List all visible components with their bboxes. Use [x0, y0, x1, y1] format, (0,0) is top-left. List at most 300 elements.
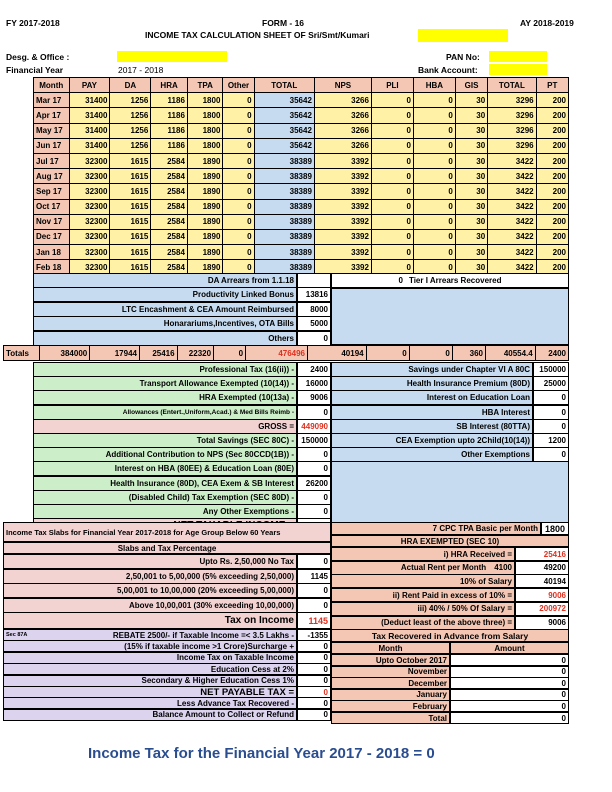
deduction-value[interactable]: 0: [297, 504, 331, 519]
table-cell[interactable]: 32300: [69, 214, 110, 229]
rebate-text: Balance Amount to Collect or Refund: [152, 710, 294, 720]
table-cell: Mar 17: [34, 93, 70, 108]
tier-value[interactable]: 0: [398, 276, 403, 285]
table-cell[interactable]: 0: [413, 169, 455, 184]
rebate-label: [3, 697, 297, 709]
totals-cell: 0: [214, 346, 246, 361]
table-cell[interactable]: 1800: [187, 108, 223, 123]
totals-cell: 0: [366, 346, 409, 361]
table-cell[interactable]: 30: [455, 108, 487, 123]
table-cell[interactable]: 3266: [314, 93, 371, 108]
table-cell[interactable]: 0: [371, 169, 413, 184]
table-cell[interactable]: 1186: [151, 123, 188, 138]
deduction-label: Professional Tax (16(ii)) -: [33, 362, 297, 377]
cpc-value[interactable]: 1800: [541, 522, 569, 535]
table-cell[interactable]: 0: [223, 184, 254, 199]
table-cell[interactable]: 1256: [110, 93, 151, 108]
table-cell[interactable]: 0: [371, 108, 413, 123]
table-cell[interactable]: 1890: [187, 153, 223, 168]
table-cell[interactable]: 1890: [187, 184, 223, 199]
table-cell[interactable]: 1890: [187, 260, 223, 275]
table-cell[interactable]: 1256: [110, 123, 151, 138]
table-cell[interactable]: 0: [413, 108, 455, 123]
table-cell[interactable]: 1800: [187, 123, 223, 138]
savings-value[interactable]: 150000: [533, 362, 569, 377]
table-cell[interactable]: 3266: [314, 108, 371, 123]
totals-cell: 0: [409, 346, 452, 361]
table-row: [34, 169, 569, 184]
table-cell[interactable]: 1890: [187, 214, 223, 229]
advance-month: February: [331, 700, 450, 712]
table-cell[interactable]: 0: [371, 260, 413, 275]
table-cell[interactable]: 2584: [151, 214, 188, 229]
table-cell[interactable]: 0: [371, 138, 413, 153]
totals-cell: Totals: [4, 346, 40, 361]
advance-amount[interactable]: 0: [450, 677, 569, 689]
advance-amount[interactable]: 0: [450, 689, 569, 701]
table-cell[interactable]: 3422: [488, 214, 536, 229]
table-cell[interactable]: 30: [455, 260, 487, 275]
hra-label: ii) Rent Paid in excess of 10% =: [331, 588, 515, 602]
slab-heading: Income Tax Slabs for Financial Year 2017-2018 for Age Group Below 60 Years: [3, 522, 331, 542]
table-cell[interactable]: 30: [455, 184, 487, 199]
table-cell[interactable]: 200: [536, 199, 568, 214]
table-cell[interactable]: 1615: [110, 214, 151, 229]
table-cell[interactable]: 0: [371, 123, 413, 138]
table-cell[interactable]: 1890: [187, 169, 223, 184]
table-row: [34, 108, 569, 123]
table-cell[interactable]: 1615: [110, 153, 151, 168]
advance-month: January: [331, 689, 450, 701]
deduction-value[interactable]: 0: [297, 490, 331, 505]
table-cell[interactable]: 2584: [151, 199, 188, 214]
table-cell[interactable]: 30: [455, 229, 487, 244]
hra-rent-label: Actual Rent per Month: [400, 563, 487, 573]
col-header: TOTAL: [254, 78, 314, 93]
table-cell[interactable]: 0: [413, 153, 455, 168]
table-cell: 38389: [254, 245, 314, 260]
table-cell[interactable]: 3296: [488, 108, 536, 123]
table-cell[interactable]: 3392: [314, 214, 371, 229]
table-cell[interactable]: 0: [413, 229, 455, 244]
table-cell[interactable]: 1186: [151, 93, 188, 108]
table-row: [34, 123, 569, 138]
table-cell[interactable]: 32300: [69, 184, 110, 199]
table-cell[interactable]: 200: [536, 245, 568, 260]
table-cell: Nov 17: [34, 214, 70, 229]
table-cell: 38389: [254, 184, 314, 199]
savings-value[interactable]: 0: [533, 390, 569, 405]
slab-value: 0: [297, 583, 331, 598]
table-header-row: [34, 78, 569, 93]
rebate-value: 0: [297, 709, 331, 721]
col-header: PAY: [69, 78, 110, 93]
rebate-value: 0: [297, 663, 331, 675]
totals-row: [3, 345, 569, 361]
table-cell[interactable]: 3422: [488, 153, 536, 168]
table-cell[interactable]: 0: [371, 214, 413, 229]
table-cell[interactable]: 3392: [314, 260, 371, 275]
table-row: [34, 138, 569, 153]
table-cell: May 17: [34, 123, 70, 138]
table-cell[interactable]: 32300: [69, 260, 110, 275]
savings-value[interactable]: 0: [533, 405, 569, 420]
table-cell[interactable]: 1615: [110, 199, 151, 214]
hra-value: 49200: [515, 561, 569, 575]
hra-label: iii) 40% / 50% Of Salary =: [331, 602, 515, 616]
tier-row: [331, 273, 569, 288]
rebate-value: -1355: [297, 629, 331, 641]
slab-subheading: Slabs and Tax Percentage: [3, 542, 331, 554]
deduction-label: (Disabled Child) Tax Exemption (SEC 80D) -: [33, 490, 297, 505]
tax-on-income-label: Tax on Income: [3, 612, 297, 629]
savings-label: CEA Exemption upto 2Child(10(14)): [331, 433, 533, 448]
table-cell: 38389: [254, 260, 314, 275]
bank-label: Bank Account:: [418, 65, 478, 75]
table-cell[interactable]: 30: [455, 169, 487, 184]
table-cell[interactable]: 0: [223, 169, 254, 184]
table-cell[interactable]: 3422: [488, 260, 536, 275]
desg-field[interactable]: [117, 51, 227, 62]
table-row: [34, 93, 569, 108]
deduction-label: Transport Allowance Exempted (10(14)) -: [33, 376, 297, 391]
table-cell[interactable]: 200: [536, 214, 568, 229]
table-cell[interactable]: 200: [536, 184, 568, 199]
table-cell: Dec 17: [34, 229, 70, 244]
table-cell[interactable]: 1615: [110, 184, 151, 199]
table-cell: 35642: [254, 138, 314, 153]
rebate-label: [3, 709, 297, 721]
table-cell[interactable]: 200: [536, 169, 568, 184]
table-cell[interactable]: 3392: [314, 245, 371, 260]
table-cell[interactable]: 30: [455, 214, 487, 229]
table-cell: Oct 17: [34, 199, 70, 214]
totals-cell: 384000: [40, 346, 90, 361]
table-cell[interactable]: 1615: [110, 229, 151, 244]
rebate-label: [3, 675, 297, 687]
table-cell[interactable]: 200: [536, 229, 568, 244]
table-cell[interactable]: 3392: [314, 169, 371, 184]
savings-label: SB Interest (80TTA): [331, 419, 533, 434]
table-cell[interactable]: 31400: [69, 93, 110, 108]
name-field[interactable]: [418, 29, 508, 42]
rebate-value: 0: [297, 652, 331, 664]
table-cell[interactable]: 0: [413, 184, 455, 199]
arrears-value[interactable]: 0: [297, 331, 331, 346]
deduction-value[interactable]: 2400: [297, 362, 331, 377]
table-cell: 38389: [254, 199, 314, 214]
arrears-label: DA Arrears from 1.1.18: [33, 273, 297, 288]
tax-on-income-value: 1145: [297, 612, 331, 629]
rebate-text: (15% if taxable income >1 Crore)Surcharge +: [124, 641, 294, 651]
table-cell[interactable]: 0: [223, 199, 254, 214]
savings-value[interactable]: 25000: [533, 376, 569, 391]
deduction-value[interactable]: 0: [297, 405, 331, 420]
table-cell[interactable]: 1256: [110, 108, 151, 123]
table-cell[interactable]: 3266: [314, 138, 371, 153]
table-cell[interactable]: 0: [223, 153, 254, 168]
table-cell[interactable]: 2584: [151, 229, 188, 244]
table-cell[interactable]: 200: [536, 153, 568, 168]
hra-label: 10% of Salary: [331, 574, 515, 588]
table-cell[interactable]: 32300: [69, 245, 110, 260]
table-cell: 35642: [254, 93, 314, 108]
advance-amount[interactable]: 0: [450, 666, 569, 678]
table-cell[interactable]: 3422: [488, 184, 536, 199]
table-cell[interactable]: 1615: [110, 169, 151, 184]
deduction-value[interactable]: 150000: [297, 433, 331, 448]
blank-block: [331, 288, 569, 345]
table-cell[interactable]: 0: [413, 93, 455, 108]
arrears-label: Productivity Linked Bonus: [33, 287, 297, 302]
table-cell: 38389: [254, 229, 314, 244]
savings-label: Savings under Chapter VI A 80C: [331, 362, 533, 377]
col-header: GIS: [455, 78, 487, 93]
slab-value: 1145: [297, 569, 331, 584]
advance-month: December: [331, 677, 450, 689]
table-cell[interactable]: 0: [223, 260, 254, 275]
slab-value: 0: [297, 598, 331, 613]
rebate-section: Sec 87A: [6, 632, 28, 638]
deduction-value[interactable]: 16000: [297, 376, 331, 391]
table-cell[interactable]: 0: [413, 138, 455, 153]
ay-label: AY 2018-2019: [520, 18, 574, 28]
hra-value: 9006: [515, 616, 569, 630]
rebate-text: Income Tax on Taxable Income: [176, 653, 294, 663]
hra-rent-row: [331, 561, 515, 575]
table-cell[interactable]: 3392: [314, 229, 371, 244]
totals-cell: 360: [452, 346, 485, 361]
advance-col-amount: Amount: [450, 642, 569, 654]
table-cell[interactable]: 1615: [110, 260, 151, 275]
rebate-label: [3, 686, 297, 698]
deduction-value[interactable]: 26200: [297, 476, 331, 491]
table-cell[interactable]: 3392: [314, 199, 371, 214]
col-header: PLI: [371, 78, 413, 93]
slab-label: Upto Rs. 2,50,000 No Tax: [3, 554, 297, 569]
table-cell[interactable]: 3392: [314, 184, 371, 199]
rebate-text: Secondary & Higher Education Cess 1%: [141, 676, 294, 686]
savings-value[interactable]: 1200: [533, 433, 569, 448]
table-cell[interactable]: 30: [455, 93, 487, 108]
table-cell[interactable]: 2584: [151, 260, 188, 275]
table-cell[interactable]: 32300: [69, 153, 110, 168]
table-cell[interactable]: 3392: [314, 153, 371, 168]
table-cell[interactable]: 200: [536, 138, 568, 153]
arrears-value[interactable]: [297, 273, 331, 288]
hra-heading: HRA EXEMPTED (SEC 10): [331, 535, 569, 547]
table-cell[interactable]: 1615: [110, 245, 151, 260]
advance-month: Total: [331, 712, 450, 724]
deduction-label: Any Other Exemptions -: [33, 504, 297, 519]
hra-label: i) HRA Received =: [331, 547, 515, 561]
table-cell[interactable]: 1256: [110, 138, 151, 153]
arrears-label: Honarariums,Incentives, OTA Bills: [33, 316, 297, 331]
deduction-value[interactable]: 9006: [297, 390, 331, 405]
table-cell[interactable]: 32300: [69, 229, 110, 244]
table-cell: 38389: [254, 169, 314, 184]
rebate-label: [3, 629, 297, 641]
col-header: TOTAL: [488, 78, 536, 93]
table-cell[interactable]: 32300: [69, 199, 110, 214]
table-cell[interactable]: 3422: [488, 199, 536, 214]
col-header: NPS: [314, 78, 371, 93]
table-cell[interactable]: 0: [371, 229, 413, 244]
arrears-value[interactable]: 8000: [297, 302, 331, 317]
table-cell[interactable]: 3422: [488, 169, 536, 184]
advance-heading: Tax Recovered in Advance from Salary: [331, 629, 569, 642]
table-cell: Apr 17: [34, 108, 70, 123]
table-cell[interactable]: 2584: [151, 169, 188, 184]
table-cell: Sep 17: [34, 184, 70, 199]
arrears-value[interactable]: 5000: [297, 316, 331, 331]
table-cell: 38389: [254, 153, 314, 168]
table-cell[interactable]: 200: [536, 260, 568, 275]
table-cell[interactable]: 2584: [151, 245, 188, 260]
slab-value: 0: [297, 554, 331, 569]
table-cell[interactable]: 2584: [151, 184, 188, 199]
totals-cell: 40554.4: [485, 346, 535, 361]
col-header: Other: [223, 78, 254, 93]
totals-cell: 22320: [177, 346, 213, 361]
table-cell[interactable]: 200: [536, 108, 568, 123]
advance-amount[interactable]: 0: [450, 712, 569, 724]
table-cell[interactable]: 3296: [488, 138, 536, 153]
table-cell[interactable]: 0: [413, 199, 455, 214]
savings-value[interactable]: 0: [533, 419, 569, 434]
col-header: HBA: [413, 78, 455, 93]
advance-amount[interactable]: 0: [450, 654, 569, 666]
table-cell: Aug 17: [34, 169, 70, 184]
table-cell: 38389: [254, 214, 314, 229]
table-cell[interactable]: 31400: [69, 123, 110, 138]
table-cell[interactable]: 30: [455, 138, 487, 153]
table-cell[interactable]: 0: [223, 138, 254, 153]
table-cell[interactable]: 200: [536, 123, 568, 138]
table-cell: Jun 17: [34, 138, 70, 153]
pan-field[interactable]: [489, 51, 547, 62]
table-cell[interactable]: 0: [223, 93, 254, 108]
col-header: HRA: [151, 78, 188, 93]
table-cell[interactable]: 0: [223, 245, 254, 260]
deduction-label: GROSS =: [33, 419, 297, 434]
table-cell[interactable]: 3266: [314, 123, 371, 138]
table-cell[interactable]: 3422: [488, 245, 536, 260]
slab-label: 2,50,001 to 5,00,000 (5% exceeding 2,50,000): [3, 569, 297, 584]
financial-year-value: 2017 - 2018: [118, 65, 164, 75]
table-cell[interactable]: 3296: [488, 123, 536, 138]
table-cell[interactable]: 1890: [187, 199, 223, 214]
table-cell: 35642: [254, 123, 314, 138]
savings-label: Health Insurance Premium (80D): [331, 376, 533, 391]
advance-month: November: [331, 666, 450, 678]
totals-cell: 40194: [308, 346, 367, 361]
table-cell[interactable]: 31400: [69, 108, 110, 123]
table-cell[interactable]: 2584: [151, 153, 188, 168]
arrears-value[interactable]: 13816: [297, 287, 331, 302]
deduction-value[interactable]: 0: [297, 461, 331, 476]
table-cell[interactable]: 0: [371, 153, 413, 168]
table-cell[interactable]: 1800: [187, 138, 223, 153]
table-cell[interactable]: 30: [455, 153, 487, 168]
table-cell[interactable]: 1186: [151, 138, 188, 153]
hra-rent-month[interactable]: 4100: [494, 563, 512, 573]
financial-year-label: Financial Year: [6, 65, 64, 75]
table-cell[interactable]: 32300: [69, 169, 110, 184]
table-cell[interactable]: 0: [371, 93, 413, 108]
table-cell: Jan 18: [34, 245, 70, 260]
table-row: [34, 245, 569, 260]
table-row: [34, 214, 569, 229]
table-cell[interactable]: 0: [413, 245, 455, 260]
hra-value: 40194: [515, 574, 569, 588]
totals-cell: 2400: [535, 346, 568, 361]
table-cell[interactable]: 30: [455, 199, 487, 214]
savings-value[interactable]: 0: [533, 447, 569, 462]
table-cell[interactable]: 0: [371, 199, 413, 214]
table-cell[interactable]: 0: [413, 123, 455, 138]
hra-label: (Deduct least of the above three) =: [331, 616, 515, 630]
table-cell[interactable]: 0: [223, 229, 254, 244]
table-cell[interactable]: 30: [455, 123, 487, 138]
bank-field[interactable]: [489, 64, 547, 75]
advance-amount[interactable]: 0: [450, 700, 569, 712]
table-cell[interactable]: 0: [413, 214, 455, 229]
table-cell[interactable]: 1800: [187, 93, 223, 108]
table-cell[interactable]: 31400: [69, 138, 110, 153]
table-cell[interactable]: 3422: [488, 229, 536, 244]
slab-label: Above 10,00,001 (30% exceeding 10,00,000): [3, 598, 297, 613]
table-cell[interactable]: 0: [223, 214, 254, 229]
table-cell[interactable]: 0: [223, 108, 254, 123]
table-cell[interactable]: 0: [223, 123, 254, 138]
rebate-value: 0: [297, 697, 331, 709]
hra-value: 9006: [515, 588, 569, 602]
deduction-label: HRA Exempted (10(13a) -: [33, 390, 297, 405]
rebate-value: 0: [297, 640, 331, 652]
table-cell[interactable]: 1890: [187, 245, 223, 260]
table-cell[interactable]: 0: [413, 260, 455, 275]
table-cell[interactable]: 0: [371, 245, 413, 260]
fy-label: FY 2017-2018: [6, 18, 60, 28]
deduction-label: Health Insurance (80D), CEA Exem & SB Interest: [33, 476, 297, 491]
table-cell: Jul 17: [34, 153, 70, 168]
table-cell[interactable]: 1890: [187, 229, 223, 244]
deduction-value[interactable]: 449090: [297, 419, 331, 434]
table-cell[interactable]: 200: [536, 93, 568, 108]
table-cell[interactable]: 30: [455, 245, 487, 260]
table-cell[interactable]: 0: [371, 184, 413, 199]
table-cell[interactable]: 3296: [488, 93, 536, 108]
footer-summary: Income Tax for the Financial Year 2017 - 2018 = 0: [88, 745, 435, 762]
col-header: Month: [34, 78, 70, 93]
sheet-title: INCOME TAX CALCULATION SHEET OF Sri/Smt/Kumari: [145, 30, 370, 40]
rebate-text: NET PAYABLE TAX =: [200, 686, 294, 698]
table-cell[interactable]: 1186: [151, 108, 188, 123]
totals-cell: 25416: [139, 346, 177, 361]
deduction-value[interactable]: 0: [297, 447, 331, 462]
rebate-text: Education Cess at 2%: [210, 664, 294, 674]
deduction-label: Interest on HBA (80EE) & Education Loan (80E): [33, 461, 297, 476]
col-header: TPA: [187, 78, 223, 93]
cpc-label: 7 CPC TPA Basic per Month: [331, 522, 541, 535]
deduction-label: Allowances (Entert.,Uniform,Acad.) & Med Bills Reimb -: [33, 405, 297, 420]
savings-label: HBA Interest: [331, 405, 533, 420]
tier-label: Tier I Arrears Recovered: [408, 276, 502, 285]
rebate-label: [3, 640, 297, 652]
rebate-text: REBATE 2500/- if Taxable Income =< 3.5 Lakhs -: [112, 630, 294, 640]
deduction-label: Total Savings (SEC 80C) -: [33, 433, 297, 448]
